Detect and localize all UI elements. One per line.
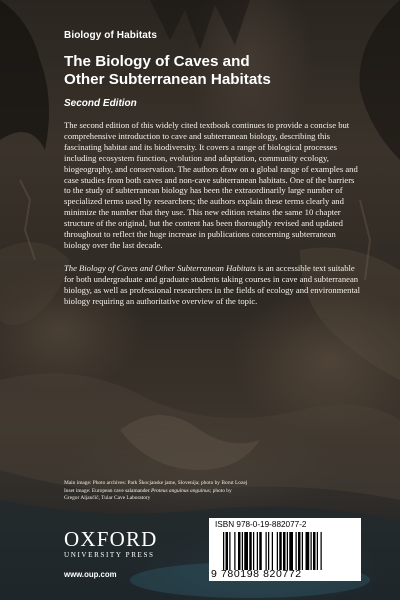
barcode-bar xyxy=(302,532,303,570)
book-title xyxy=(64,53,384,89)
book-title-line-1: The Biology of Caves and xyxy=(64,53,250,70)
barcode-bar xyxy=(311,532,312,570)
barcode-bar xyxy=(226,532,229,570)
inset-credit-rest: ; photo by xyxy=(209,487,232,494)
barcode-icon xyxy=(223,532,355,570)
barcode-bar xyxy=(283,532,286,570)
publisher-logo xyxy=(64,528,158,559)
barcode-bar xyxy=(244,532,248,570)
barcode-bar xyxy=(234,532,235,570)
barcode-digits: 9 780198 820772 xyxy=(211,568,302,580)
barcode-bar xyxy=(289,532,293,570)
barcode-bar xyxy=(223,532,224,570)
barcode-bar xyxy=(279,532,282,570)
blurb-book-title: The Biology of Caves and Other Subterranean Habitats xyxy=(64,262,256,273)
barcode-bar xyxy=(253,532,254,570)
barcode-bar xyxy=(242,532,243,570)
isbn-barcode-box xyxy=(209,518,361,581)
blurb-paragraph-1: The second edition of this widely cited textbook continues to provide a concise but comprehensive introduction to cave and subterranean biology, describing this fascinating habitat and its biodiversity. It covers a range of biological processes including ecosystem function, evolution and adaptation, community ecology, biogeography, and conservation. The authors draw on a global range of examples and case studies from both caves and non-cave subterranean habitats. One of the barriers to the study of subterranean biology has been the extraordinarily large number of specialized terms used by researchers; the authors explain these terms clearly and minimize the number that they use. This new edition retains the same 10 chapter structure of the original, but the content has been thoroughly revised and updated throughout to reflect the huge increase in publications concerning subterranean biology over the last decade. xyxy=(64,120,358,250)
barcode-bar xyxy=(296,532,297,570)
barcode-bar xyxy=(266,532,267,570)
barcode-bar xyxy=(298,532,301,570)
barcode-bar xyxy=(249,532,252,570)
barcode-bar xyxy=(313,532,316,570)
barcode-bar xyxy=(272,532,273,570)
isbn-number: ISBN 978-0-19-882077-2 xyxy=(215,520,307,529)
series-name: Biology of Habitats xyxy=(64,30,158,41)
inset-image-credit xyxy=(64,488,354,496)
blurb-paragraph-2-text: is an accessible text suitable for both undergraduate and graduate students taking courses in cave and subterranean biology, as well as professional researchers in the fields of ecology and environmental biology requiring an authoritative overview of the topic. xyxy=(64,262,361,306)
barcode-bar xyxy=(268,532,269,570)
barcode-bar xyxy=(287,532,288,570)
blurb-paragraph-2 xyxy=(64,263,362,307)
barcode-bar xyxy=(321,532,322,570)
barcode-bar xyxy=(306,532,310,570)
inset-credit-label: Inset image: European cave salamander xyxy=(64,487,151,494)
inset-credit-species: Proteus anguinus anguinus xyxy=(150,487,210,494)
book-title-line-2: Other Subterranean Habitats xyxy=(64,71,271,88)
barcode-bar xyxy=(257,532,258,570)
main-image-credit: Main image: Photo archives: Park Škocjanske jame, Slovenija; photo by Borut Lozej xyxy=(64,480,248,486)
publisher-url[interactable]: www.oup.com xyxy=(64,570,117,579)
inset-image-credit-line-2: Gregor Aljančič, Tular Cave Laboratory xyxy=(64,495,151,502)
barcode-bar xyxy=(317,532,318,570)
publisher-subtitle: UNIVERSITY PRESS xyxy=(64,551,155,559)
barcode-bar xyxy=(238,532,241,570)
publisher-name: OXFORD xyxy=(64,527,158,551)
barcode-bar xyxy=(229,532,230,570)
image-credits xyxy=(64,480,354,503)
blurb-text xyxy=(64,120,362,319)
barcode-bar xyxy=(259,532,262,570)
barcode-bar xyxy=(277,532,278,570)
edition-label: Second Edition xyxy=(64,98,137,109)
